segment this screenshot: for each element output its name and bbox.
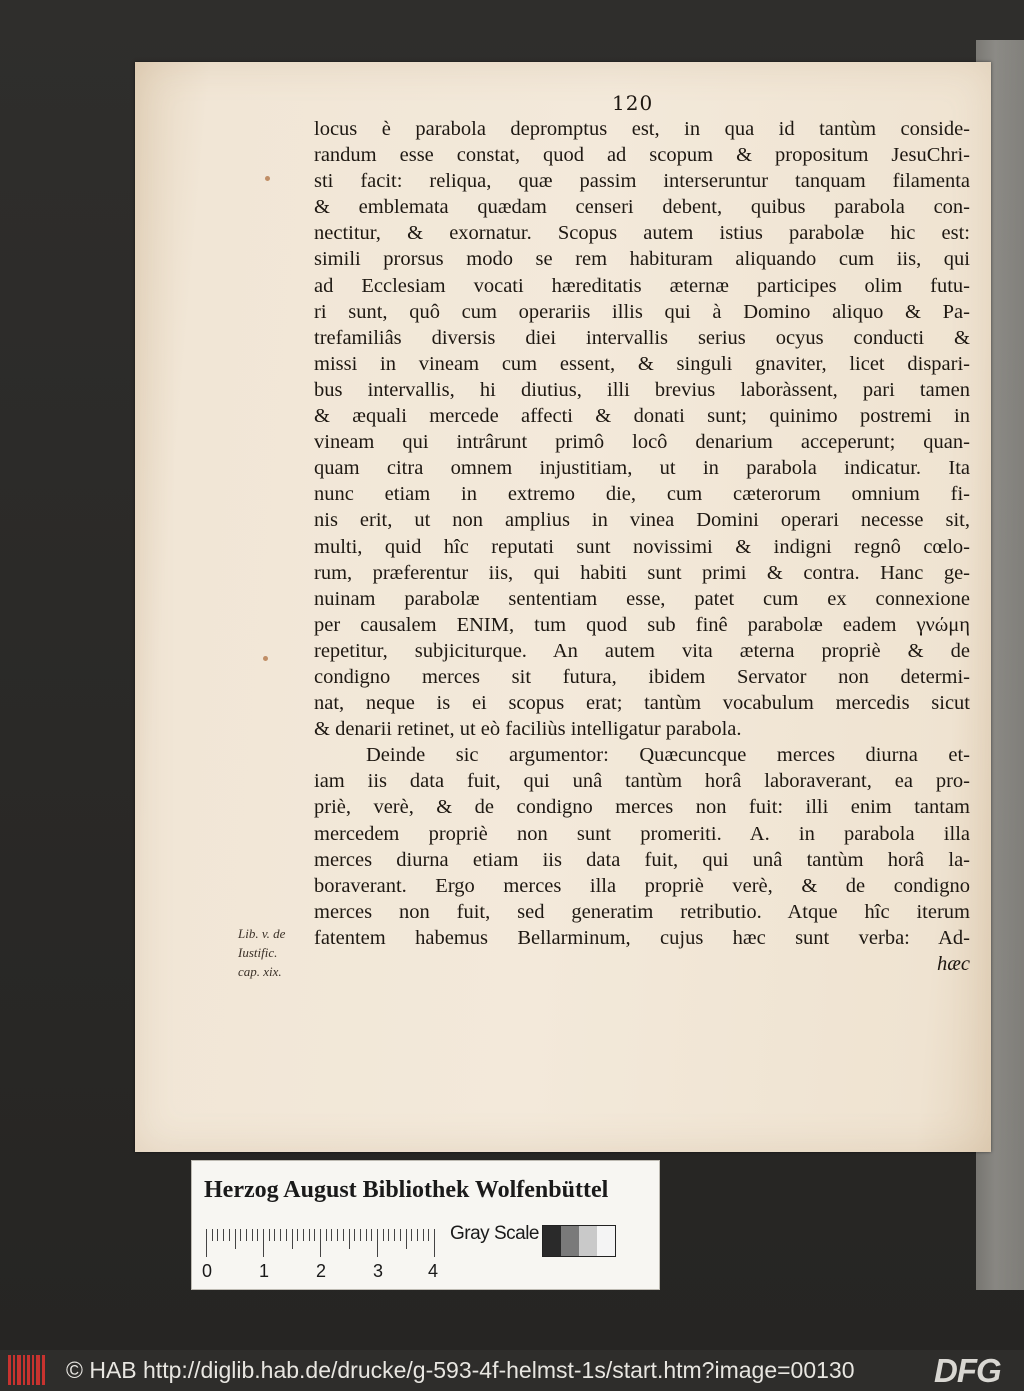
gray-swatch — [597, 1226, 615, 1256]
ruler-tick — [292, 1229, 293, 1249]
page-number: 120 — [612, 91, 654, 115]
ruler-label: 2 — [316, 1261, 327, 1281]
text-line: mercedem propriè non sunt promeriti. A. in parabola illa — [314, 822, 970, 845]
ruler-tick — [349, 1229, 350, 1249]
ruler-tick — [235, 1229, 236, 1249]
text-line: nis erit, ut non amplius in vinea Domini operari necesse sit, — [314, 509, 970, 532]
ruler-tick — [360, 1229, 361, 1241]
barcode-bar — [8, 1355, 11, 1385]
text-line: ad Ecclesiam vocati hæreditatis æternæ participes olim futu- — [314, 274, 970, 297]
text-line: sti facit: reliqua, quæ passim interseruntur tanquam filamenta — [314, 170, 970, 193]
text-line: & denarii retinet, ut eò faciliùs intelligatur parabola. — [314, 718, 742, 741]
ruler-tick — [246, 1229, 247, 1241]
text-line: per causalem ENIM, tum quod sub finê parabolæ eadem γνώμη — [314, 613, 970, 636]
ruler-tick — [428, 1229, 429, 1241]
text-line: & emblemata quædam censeri debent, quibus parabola con- — [314, 196, 970, 219]
text-line: nunc etiam in extremo die, cum cæterorum omnium fi- — [314, 483, 970, 506]
ruler-tick — [354, 1229, 355, 1241]
copyright-url[interactable]: © HAB http://diglib.hab.de/drucke/g-593-4f-helmst-1s/start.htm?image=00130 — [66, 1357, 855, 1383]
ruler-tick — [223, 1229, 224, 1241]
text-line: merces non fuit, sed generatim retributio. Atque hîc iterum — [314, 900, 970, 923]
ruler — [206, 1229, 436, 1257]
text-line: nat, neque is ei scopus erat; tantùm vocabulum mercedis sicut — [314, 692, 970, 715]
ruler-tick — [252, 1229, 253, 1241]
dfg-logo: DFG — [934, 1352, 1001, 1389]
ruler-tick — [326, 1229, 327, 1241]
ruler-tick — [280, 1229, 281, 1241]
text-line: merces diurna etiam iis data fuit, qui unâ tantùm horâ la- — [314, 848, 970, 871]
ruler-tick — [331, 1229, 332, 1241]
ruler-tick — [217, 1229, 218, 1241]
ruler-tick — [206, 1229, 207, 1257]
text-line: bus intervallis, hi diutius, illi brevius laboràssent, pari tamen — [314, 378, 970, 401]
barcode-bar — [23, 1355, 25, 1385]
ruler-tick — [417, 1229, 418, 1241]
ruler-tick — [394, 1229, 395, 1241]
text-line: quam citra omnem injustitiam, ut in parabola indicatur. Ita — [314, 457, 970, 480]
catchword: hæc — [936, 953, 970, 975]
gray-scale-swatches — [542, 1225, 616, 1257]
ruler-tick — [406, 1229, 407, 1249]
ruler-label: 3 — [373, 1261, 384, 1281]
color-target-card — [191, 1160, 660, 1290]
margin-note — [238, 924, 334, 981]
text-line: Deinde sic argumentor: Quæcuncque merces diurna et- — [366, 744, 970, 767]
text-line: iam iis data fuit, qui unâ tantùm horâ laboraverant, ea pro- — [314, 770, 970, 793]
ruler-tick — [371, 1229, 372, 1241]
ruler-label: 1 — [259, 1261, 270, 1281]
ruler-tick — [269, 1229, 270, 1241]
text-line: locus è parabola depromptus est, in qua id tantùm conside- — [314, 118, 970, 140]
text-line: missi in vineam cum essent, & singuli gnaviter, licet dispari- — [314, 352, 970, 375]
barcode-bar — [27, 1355, 30, 1385]
ruler-tick — [314, 1229, 315, 1241]
ruler-tick — [423, 1229, 424, 1241]
text-line: condigno merces sit futura, ibidem Servator non determi- — [314, 665, 970, 688]
text-line: & æquali mercede affecti & donati sunt; quinimo postremi in — [314, 405, 970, 428]
ruler-tick — [383, 1229, 384, 1241]
ruler-labels — [192, 1261, 452, 1281]
barcode-bar — [42, 1355, 45, 1385]
margin-note-line: cap. xix. — [238, 964, 282, 979]
gray-swatch — [543, 1226, 561, 1256]
barcode-bar — [36, 1355, 40, 1385]
barcode-bar — [32, 1355, 34, 1385]
gray-swatch — [561, 1226, 579, 1256]
text-line: simili prorsus modo se rem habituram aliquando cum iis, qui — [314, 248, 970, 271]
ruler-tick — [263, 1229, 264, 1257]
gray-scale-label: Gray Scale — [450, 1223, 539, 1244]
gray-swatch — [579, 1226, 597, 1256]
ruler-label: 4 — [428, 1261, 439, 1281]
ruler-tick — [343, 1229, 344, 1241]
margin-note-line: Iustific. — [238, 945, 278, 960]
ruler-tick — [320, 1229, 321, 1257]
ruler-tick — [257, 1229, 258, 1241]
ruler-tick — [337, 1229, 338, 1241]
text-line: nectitur, & exornatur. Scopus autem istius parabolæ hic est: — [314, 222, 970, 245]
ruler-tick — [229, 1229, 230, 1241]
ruler-tick — [212, 1229, 213, 1241]
text-line: randum esse constat, quod ad scopum & propositum JesuChri- — [314, 144, 970, 167]
ruler-tick — [366, 1229, 367, 1241]
paper-stain — [263, 656, 268, 661]
ruler-tick — [303, 1229, 304, 1241]
paper-stain — [265, 176, 270, 181]
text-line: nuinam parabolæ sententiam esse, patet cum ex connexione — [314, 587, 970, 610]
text-line: priè, verè, & de condigno merces non fuit: illi enim tantam — [314, 796, 970, 819]
ruler-tick — [274, 1229, 275, 1241]
ruler-tick — [400, 1229, 401, 1241]
barcode-icon — [8, 1355, 48, 1385]
margin-note-line: Lib. v. de — [238, 926, 286, 941]
text-line: vineam qui intrârunt primô locô denarium acceperunt; quan- — [314, 431, 970, 454]
ruler-tick — [240, 1229, 241, 1241]
library-name: Herzog August Bibliothek Wolfenbüttel — [204, 1177, 609, 1203]
text-line: multi, quid hîc reputati sunt novissimi & indigni regnô cœlo- — [314, 535, 970, 558]
ruler-label: 0 — [202, 1261, 213, 1281]
page-text — [314, 116, 970, 977]
text-line: ri sunt, quô cum operariis illis qui à Domino aliquo & Pa- — [314, 300, 970, 323]
text-line: trefamiliâs diversis diei intervallis serius ocyus conducti & — [314, 326, 970, 349]
barcode-bar — [13, 1355, 15, 1385]
text-line: rum, præferentur iis, qui habiti sunt primi & contra. Hanc ge- — [314, 561, 970, 584]
ruler-tick — [309, 1229, 310, 1241]
barcode-bar — [17, 1355, 21, 1385]
ruler-tick — [388, 1229, 389, 1241]
ruler-tick — [411, 1229, 412, 1241]
ruler-tick — [286, 1229, 287, 1241]
ruler-tick — [297, 1229, 298, 1241]
text-line: repetitur, subjiciturque. An autem vita æterna propriè & de — [314, 639, 970, 662]
text-line: fatentem habemus Bellarminum, cujus hæc sunt verba: Ad- — [314, 926, 970, 949]
ruler-tick — [434, 1229, 435, 1257]
ruler-tick — [377, 1229, 378, 1257]
text-line: boraverant. Ergo merces illa propriè verè, & de condigno — [314, 874, 970, 897]
